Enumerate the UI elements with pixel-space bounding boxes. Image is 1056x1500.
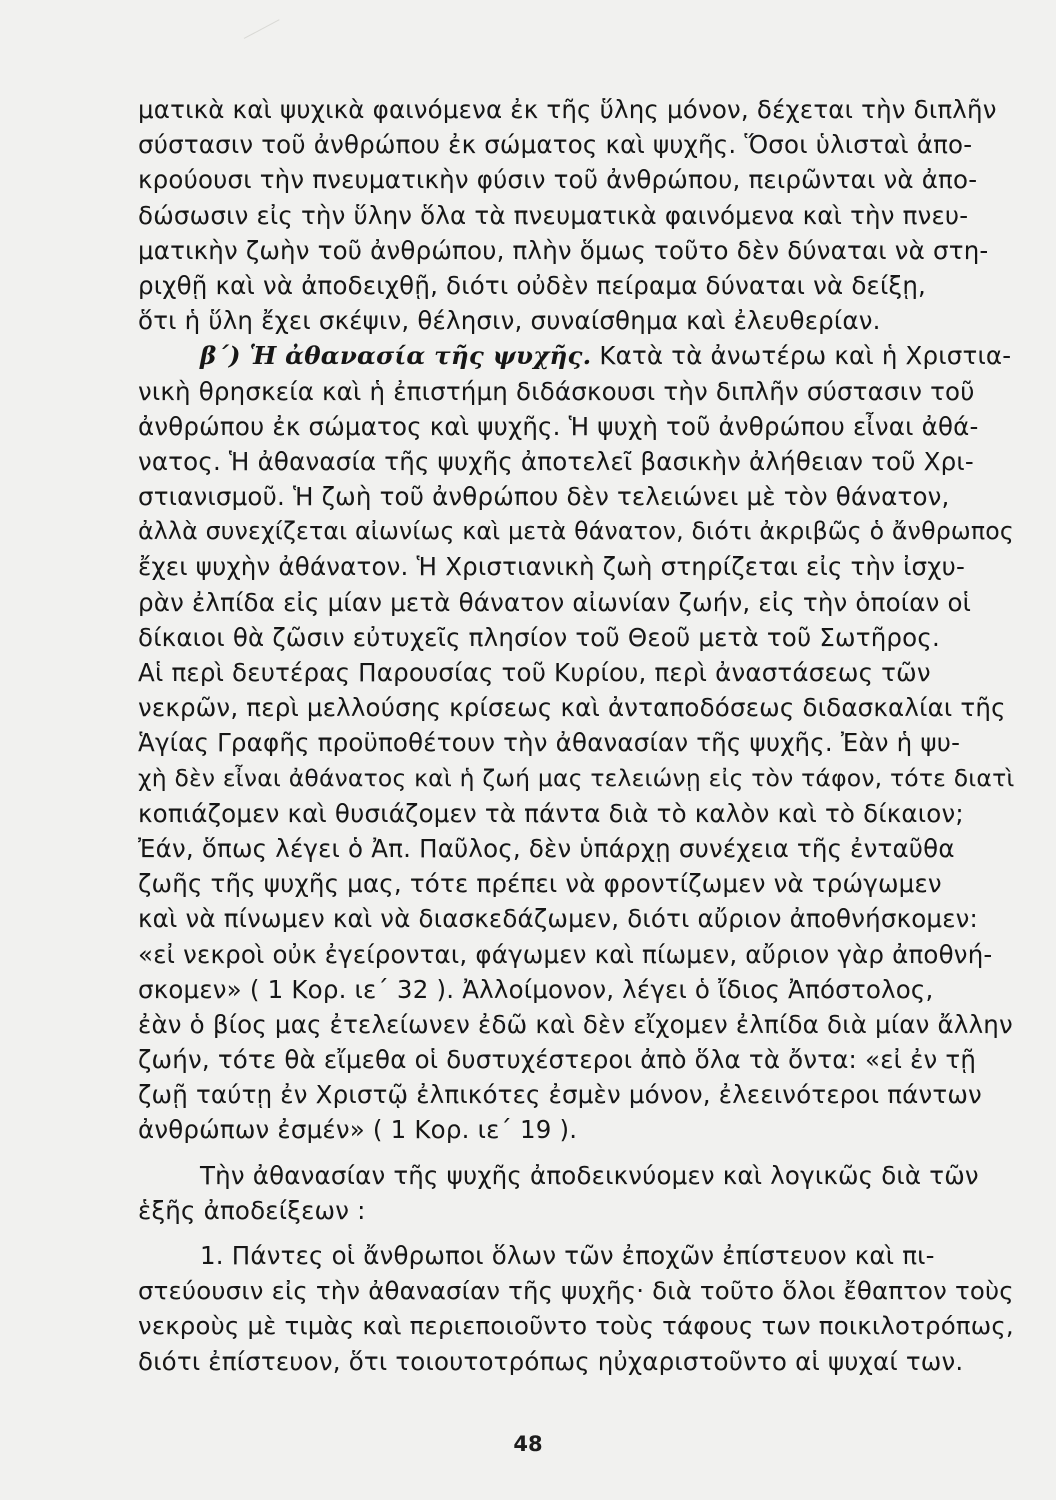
text-line: ρὰν ἐλπίδα εἰς μίαν μετὰ θάνατον αἰωνίαν ζωήν, εἰς τὴν ὁποίαν οἱ	[138, 587, 972, 617]
text-line: νεκροὺς μὲ τιμὰς καὶ περιεποιοῦντο τοὺς τάφους των ποικιλοτρόπως,	[138, 1311, 1014, 1341]
text-line: διότι ἐπίστευον, ὅτι τοιουτοτρόπως ηὐχαριστοῦντο αἱ ψυχαί των.	[138, 1346, 964, 1376]
text-line: «εἰ νεκροὶ οὐκ ἐγείρονται, φάγωμεν καὶ πίωμεν, αὔριον γὰρ ἀποθνή-	[138, 939, 993, 969]
text-line: ματικὴν ζωὴν τοῦ ἀνθρώπου, πλὴν ὅμως τοῦτο δὲν δύναται νὰ στη-	[138, 235, 989, 265]
section-heading: β΄) Ἡ ἀθανασία τῆς ψυχῆς.	[200, 341, 592, 371]
text-line: ἑξῆς ἀποδείξεων :	[138, 1195, 366, 1225]
text-line: ἐὰν ὁ βίος μας ἐτελείωνεν ἐδῶ καὶ δὲν εἴχομεν ἐλπίδα διὰ μίαν ἄλλην	[138, 1009, 1013, 1039]
text-line: καὶ νὰ πίνωμεν καὶ νὰ διασκεδάζωμεν, διότι αὔριον ἀποθνήσκομεν:	[138, 904, 978, 934]
paragraph-first-line: 1. Πάντες οἱ ἄνθρωποι ὅλων τῶν ἐποχῶν ἐπίστευον καὶ πι-	[200, 1241, 935, 1270]
paragraph-materialism	[138, 92, 1014, 338]
paragraph-gap	[138, 1148, 1014, 1158]
text-line: ἔχει ψυχὴν ἀθάνατον. Ἡ Χριστιανικὴ ζωὴ στηρίζεται εἰς τὴν ἰσχυ-	[138, 552, 966, 582]
text-line: σύστασιν τοῦ ἀνθρώπου ἐκ σώματος καὶ ψυχῆς. Ὅσοι ὑλισταὶ ἀπο-	[138, 130, 973, 160]
text-line: νατος. Ἡ ἀθανασία τῆς ψυχῆς ἀποτελεῖ βασικὴν ἀλήθειαν τοῦ Χρι-	[138, 446, 974, 476]
text-line: δίκαιοι θὰ ζῶσιν εὐτυχεῖς πλησίον τοῦ Θεοῦ μετὰ τοῦ Σωτῆρος.	[138, 622, 940, 652]
text-line: ριχθῇ καὶ νὰ ἀποδειχθῇ, διότι οὐδὲν πείραμα δύναται νὰ δείξῃ,	[138, 270, 927, 300]
scan-mark	[244, 19, 284, 47]
text-line: νικὴ θρησκεία καὶ ἡ ἐπιστήμη διδάσκουσι τὴν διπλῆν σύστασιν τοῦ	[138, 376, 975, 406]
text-line: ἀνθρώπων ἐσμέν» ( 1 Κορ. ιε΄ 19 ).	[138, 1115, 578, 1145]
text-line: Αἱ περὶ δευτέρας Παρουσίας τοῦ Κυρίου, περὶ ἀναστάσεως τῶν	[138, 658, 931, 687]
text-line: ζωήν, τότε θὰ εἴμεθα οἱ δυστυχέστεροι ἀπὸ ὅλα τὰ ὄντα: «εἰ ἐν τῇ	[138, 1045, 977, 1075]
text-line: ἀλλὰ συνεχίζεται αἰωνίως καὶ μετὰ θάνατον, διότι ἀκριβῶς ὁ ἄνθρωπος	[138, 517, 1014, 546]
text-line: ματικὰ καὶ ψυχικὰ φαινόμενα ἐκ τῆς ὕλης μόνον, δέχεται τὴν διπλῆν	[138, 95, 997, 124]
text-line: στιανισμοῦ. Ἡ ζωὴ τοῦ ἀνθρώπου δὲν τελειώνει μὲ τὸν θάνατον,	[138, 482, 950, 512]
text-line: ὅτι ἡ ὕλη ἔχει σκέψιν, θέλησιν, συναίσθημα καὶ ἐλευθερίαν.	[138, 306, 881, 336]
text-line: χὴ δὲν εἶναι ἀθάνατος καὶ ἡ ζωή μας τελειώνῃ εἰς τὸν τάφον, τότε διατὶ	[138, 763, 1015, 792]
text-line: Ἁγίας Γραφῆς προϋποθέτουν τὴν ἀθανασίαν τῆς ψυχῆς. Ἐὰν ἡ ψυ-	[138, 728, 961, 758]
text-line: νεκρῶν, περὶ μελλούσης κρίσεως καὶ ἀνταποδόσεως διδασκαλίαι τῆς	[138, 693, 1006, 723]
text-line: ζωῇ ταύτῃ ἐν Χριστῷ ἐλπικότες ἐσμὲν μόνον, ἐλεεινότεροι πάντων	[138, 1080, 982, 1110]
text-line: κοπιάζομεν καὶ θυσιάζομεν τὰ πάντα διὰ τὸ καλὸν καὶ τὸ δίκαιον;	[138, 798, 964, 828]
paragraph-proof-1	[138, 1238, 1014, 1379]
section-first-line	[138, 338, 1014, 373]
paragraph-gap	[138, 1228, 1014, 1238]
section-first-line-text: Κατὰ τὰ ἀνωτέρω καὶ ἡ Χριστια-	[591, 341, 1012, 371]
section-immortality	[138, 338, 1014, 1147]
text-line: δώσωσιν εἰς τὴν ὕλην ὅλα τὰ πνευματικὰ φαινόμενα καὶ τὴν πνευ-	[138, 200, 969, 230]
text-line: στεύουσιν εἰς τὴν ἀθανασίαν τῆς ψυχῆς· διὰ τοῦτο ὅλοι ἔθαπτον τοὺς	[138, 1276, 1014, 1306]
text-line: Ἐάν, ὅπως λέγει ὁ Ἀπ. Παῦλος, δὲν ὑπάρχῃ συνέχεια τῆς ἐνταῦθα	[138, 833, 955, 863]
text-line: κρούουσι τὴν πνευματικὴν φύσιν τοῦ ἀνθρώπου, πειρῶνται νὰ ἀπο-	[138, 165, 978, 195]
text-line: ἀνθρώπου ἐκ σώματος καὶ ψυχῆς. Ἡ ψυχὴ τοῦ ἀνθρώπου εἶναι ἀθά-	[138, 411, 979, 441]
paragraph-proofs-intro	[138, 1158, 1014, 1228]
page-number: 48	[513, 1432, 543, 1456]
text-line: ζωῆς τῆς ψυχῆς μας, τότε πρέπει νὰ φροντίζωμεν νὰ τρώγωμεν	[138, 869, 942, 899]
text-line: σκομεν» ( 1 Κορ. ιε΄ 32 ). Ἀλλοίμονον, λέγει ὁ ἴδιος Ἀπόστολος,	[138, 974, 934, 1004]
paragraph-first-line: Τὴν ἀθανασίαν τῆς ψυχῆς ἀποδεικνύομεν καὶ λογικῶς διὰ τῶν	[200, 1160, 979, 1190]
body-text	[138, 92, 1014, 1379]
